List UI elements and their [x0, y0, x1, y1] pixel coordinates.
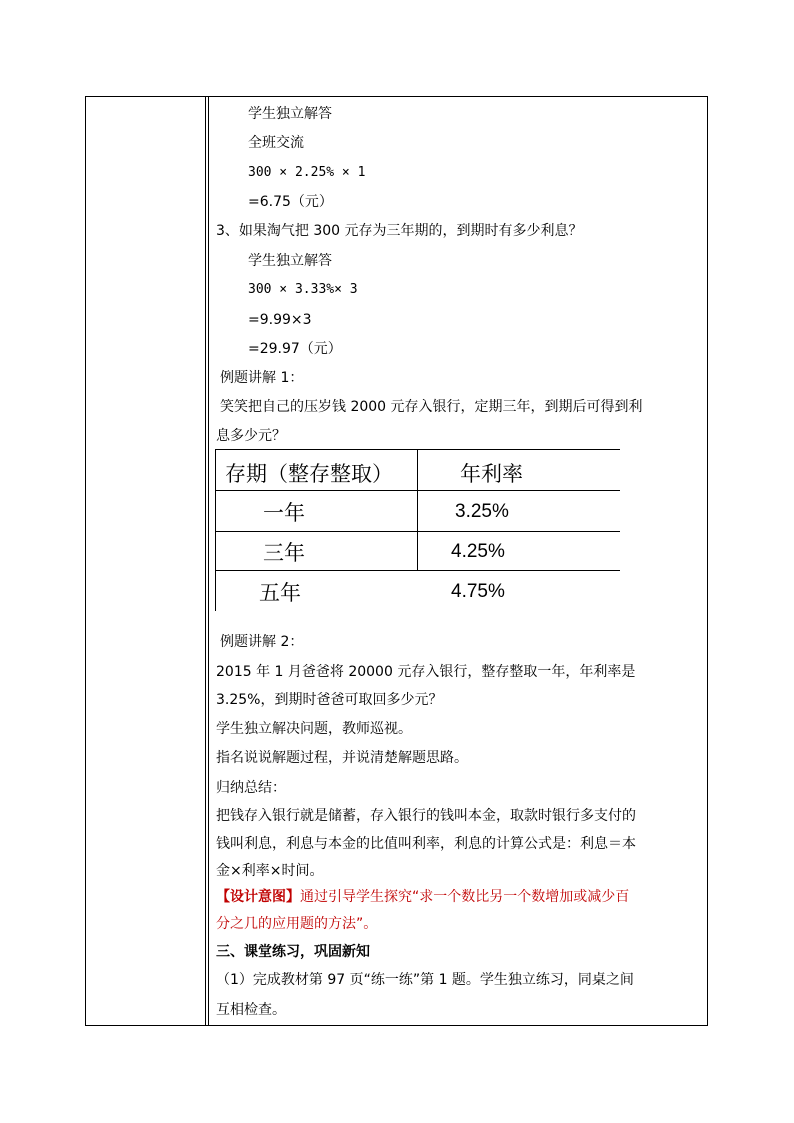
text-line: 把钱存入银行就是储蓄，存入银行的钱叫本金，取款时银行多支付的 [216, 808, 636, 824]
design-intent-line-2: 分之几的应用题的方法”。 [216, 916, 378, 932]
text-line: 例题讲解 1： [220, 370, 304, 386]
text-line: 息多少元？ [216, 428, 286, 444]
text-line: 归纳总结： [216, 780, 286, 796]
text-line: 300 × 3.33%× 3 [248, 282, 358, 297]
table-row-rate: 4.25% [451, 541, 505, 562]
text-line: 笑笑把自己的压岁钱 2000 元存入银行，定期三年，到期后可得到利 [220, 399, 643, 415]
text-line: 金×利率×时间。 [216, 863, 324, 879]
text-line: 例题讲解 2： [220, 634, 304, 650]
table-header-period: 存期（整存整取） [225, 462, 393, 486]
text-line: 学生独立解答 [248, 106, 332, 122]
text-line: =6.75（元） [248, 194, 333, 210]
text-line: 2015 年 1 月爸爸将 20000 元存入银行，整存整取一年，年利率是 [216, 664, 636, 680]
table-row-rate: 3.25% [455, 501, 509, 522]
text-line: 300 × 2.25% × 1 [248, 165, 366, 180]
text-line: =29.97（元） [248, 341, 342, 357]
design-intent-line-1 [216, 887, 629, 907]
column-divider-inner [208, 97, 209, 1025]
table-header-rate: 年利率 [460, 462, 523, 486]
interest-rate-table [215, 449, 620, 611]
column-divider [205, 97, 206, 1025]
table-row-period: 五年 [259, 581, 301, 605]
text-line: 学生独立解答 [248, 253, 332, 269]
text-line: 互相检查。 [216, 1002, 286, 1018]
text-line: 学生独立解决问题，教师巡视。 [216, 721, 412, 737]
text-line: 3、如果淘气把 300 元存为三年期的，到期时有多少利息？ [216, 223, 583, 239]
design-intent-text-1: 通过引导学生探究“求一个数比另一个数增加或减少百 [300, 889, 630, 905]
table-row-period: 一年 [263, 501, 305, 525]
text-line: 钱叫利息，利息与本金的比值叫利率，利息的计算公式是：利息＝本 [216, 836, 636, 852]
text-line: 三、课堂练习，巩固新知 [216, 944, 370, 960]
text-line: =9.99×3 [248, 312, 312, 328]
table-row-period: 三年 [263, 541, 305, 565]
text-line: （1）完成教材第 97 页“练一练”第 1 题。学生独立练习，同桌之间 [216, 972, 634, 988]
table-row-rate: 4.75% [451, 581, 505, 602]
text-line: 全班交流 [248, 135, 304, 151]
design-intent-tag: 【设计意图】 [216, 889, 300, 905]
text-line: 指名说说解题过程，并说清楚解题思路。 [216, 750, 468, 766]
text-line: 3.25%，到期时爸爸可取回多少元？ [216, 692, 443, 708]
